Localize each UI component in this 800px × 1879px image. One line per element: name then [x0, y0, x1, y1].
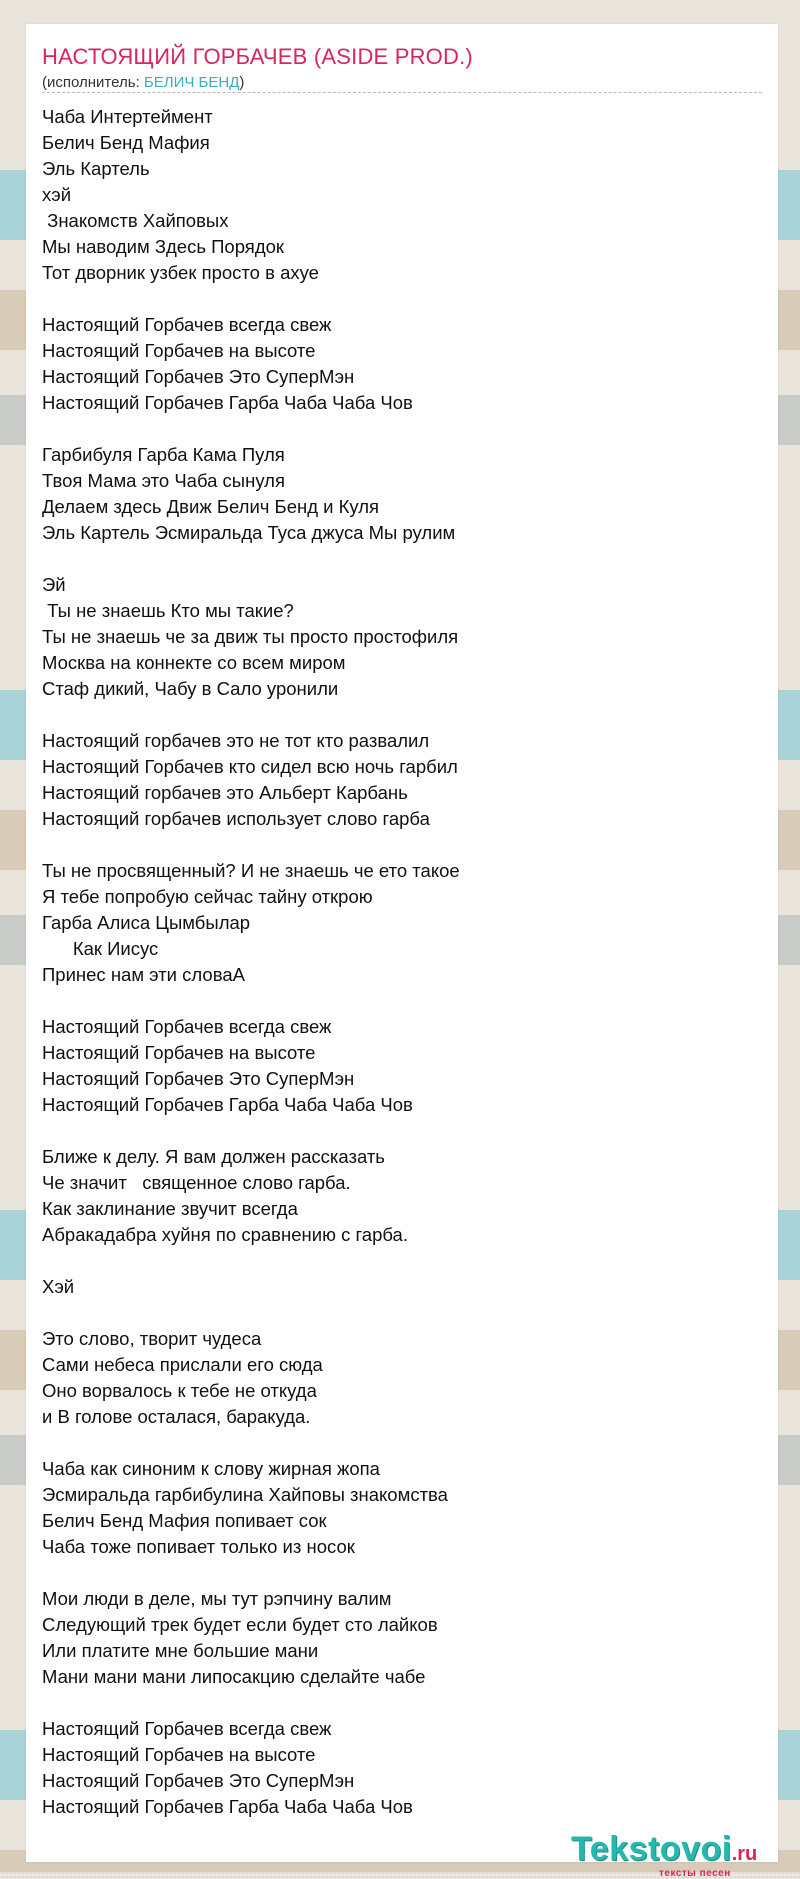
lyric-line: Настоящий Горбачев всегда свеж: [42, 1016, 332, 1037]
lyric-line: Ты не знаешь че за движ ты просто простофиля: [42, 626, 459, 647]
lyric-line: Настоящий Горбачев на высоте: [42, 1744, 316, 1765]
lyric-line: Настоящий горбачев это Альберт Карбань: [42, 782, 408, 803]
lyric-line: Как Иисус: [42, 938, 159, 959]
artist-link[interactable]: БЕЛИЧ БЕНД: [143, 74, 240, 91]
performer-suffix: ): [239, 74, 245, 91]
lyric-line: Ближе к делу. Я вам должен рассказать: [42, 1146, 385, 1167]
lyric-line: Настоящий Горбачев всегда свеж: [42, 1718, 332, 1739]
title-divider: [42, 92, 762, 93]
lyric-line: [42, 1560, 762, 1586]
lyric-line: [42, 1300, 762, 1326]
lyric-line: Настоящий Горбачев Это СуперМэн: [42, 366, 355, 387]
lyric-line: Стаф дикий, Чабу в Сало уронили: [42, 678, 339, 699]
lyric-line: Тот дворник узбек просто в ахуе: [42, 262, 319, 283]
lyric-line: Эй: [42, 574, 66, 595]
lyric-line: Белич Бенд Мафия попивает сок: [42, 1510, 327, 1531]
site-logo[interactable]: [571, 1830, 758, 1879]
lyric-line: Чаба тоже попивает только из носок: [42, 1536, 355, 1557]
lyric-line: Оно ворвалось к тебе не откуда: [42, 1380, 317, 1401]
lyric-line: Белич Бенд Мафия: [42, 132, 210, 153]
lyric-line: и В голове осталася, баракуда.: [42, 1406, 311, 1427]
lyric-line: [42, 832, 762, 858]
lyric-line: [42, 286, 762, 312]
lyric-line: Следующий трек будет если будет сто лайков: [42, 1614, 438, 1635]
lyric-line: Настоящий Горбачев на высоте: [42, 1042, 316, 1063]
lyric-line: Это слово, творит чудеса: [42, 1328, 262, 1349]
lyric-line: Мани мани мани липосакцию сделайте чабе: [42, 1666, 426, 1687]
lyric-line: Делаем здесь Движ Белич Бенд и Куля: [42, 496, 380, 517]
lyric-line: Настоящий Горбачев всегда свеж: [42, 314, 332, 335]
lyric-line: Чаба Интертеймент: [42, 106, 213, 127]
lyric-line: Или платите мне большие мани: [42, 1640, 319, 1661]
lyric-line: [42, 1248, 762, 1274]
lyrics-card: [26, 24, 778, 1879]
lyric-line: Ты не просвященный? И не знаешь че ето такое: [42, 860, 460, 881]
song-title: НАСТОЯЩИЙ ГОРБАЧЕВ (ASIDE PROD.): [42, 44, 473, 69]
lyric-line: Настоящий горбачев это не тот кто развалил: [42, 730, 430, 751]
lyric-line: Настоящий горбачев использует слово гарба: [42, 808, 430, 829]
lyric-line: Гарба Алиса Цымбылар: [42, 912, 251, 933]
lyric-line: Настоящий Горбачев Гарба Чаба Чаба Чов: [42, 392, 413, 413]
lyric-line: Эль Картель: [42, 158, 150, 179]
lyric-line: Мы наводим Здесь Порядок: [42, 236, 284, 257]
lyric-line: Че значит священное слово гарба.: [42, 1172, 351, 1193]
lyric-line: хэй: [42, 184, 72, 205]
lyric-line: Сами небеса прислали его сюда: [42, 1354, 323, 1375]
lyric-line: Настоящий Горбачев Это СуперМэн: [42, 1770, 355, 1791]
lyric-line: Абракадабра хуйня по сравнению с гарба.: [42, 1224, 408, 1245]
lyric-line: Чаба как синоним к слову жирная жопа: [42, 1458, 380, 1479]
lyric-line: Знакомств Хайповых: [42, 210, 229, 231]
lyric-line: Твоя Мама это Чаба сынуля: [42, 470, 285, 491]
logo-tld: .ru: [731, 1843, 758, 1865]
lyric-line: Мои люди в деле, мы тут рэпчину валим: [42, 1588, 392, 1609]
lyric-line: Настоящий Горбачев Это СуперМэн: [42, 1068, 355, 1089]
lyric-line: [42, 416, 762, 442]
lyric-line: Настоящий Горбачев Гарба Чаба Чаба Чов: [42, 1796, 413, 1817]
lyric-line: Ты не знаешь Кто мы такие?: [42, 600, 294, 621]
lyric-line: Москва на коннекте со всем миром: [42, 652, 346, 673]
performer-prefix: (исполнитель:: [42, 74, 144, 91]
lyric-line: [42, 988, 762, 1014]
lyric-line: [42, 1118, 762, 1144]
lyric-line: Эсмиральда гарбибулина Хайповы знакомства: [42, 1484, 448, 1505]
lyric-line: [42, 702, 762, 728]
lyric-line: [42, 546, 762, 572]
lyric-line: Настоящий Горбачев Гарба Чаба Чаба Чов: [42, 1094, 413, 1115]
logo-tagline: тексты песен: [659, 1868, 731, 1879]
lyric-line: Как заклинание звучит всегда: [42, 1198, 298, 1219]
lyric-line: Настоящий Горбачев кто сидел всю ночь гарбил: [42, 756, 458, 777]
lyric-line: [42, 1430, 762, 1456]
lyric-line: Принес нам эти словаА: [42, 964, 245, 985]
lyric-line: [42, 1690, 762, 1716]
lyric-line: Я тебе попробую сейчас тайну открою: [42, 886, 373, 907]
lyrics-body: [42, 104, 762, 1820]
lyric-line: Настоящий Горбачев на высоте: [42, 340, 316, 361]
lyric-line: Хэй: [42, 1276, 75, 1297]
logo-text: Tekstovoi: [571, 1830, 732, 1868]
lyric-line: Гарбибуля Гарба Кама Пуля: [42, 444, 285, 465]
lyric-line: Эль Картель Эсмиральда Туса джуса Мы рулим: [42, 522, 456, 543]
performer-line: [42, 74, 244, 91]
